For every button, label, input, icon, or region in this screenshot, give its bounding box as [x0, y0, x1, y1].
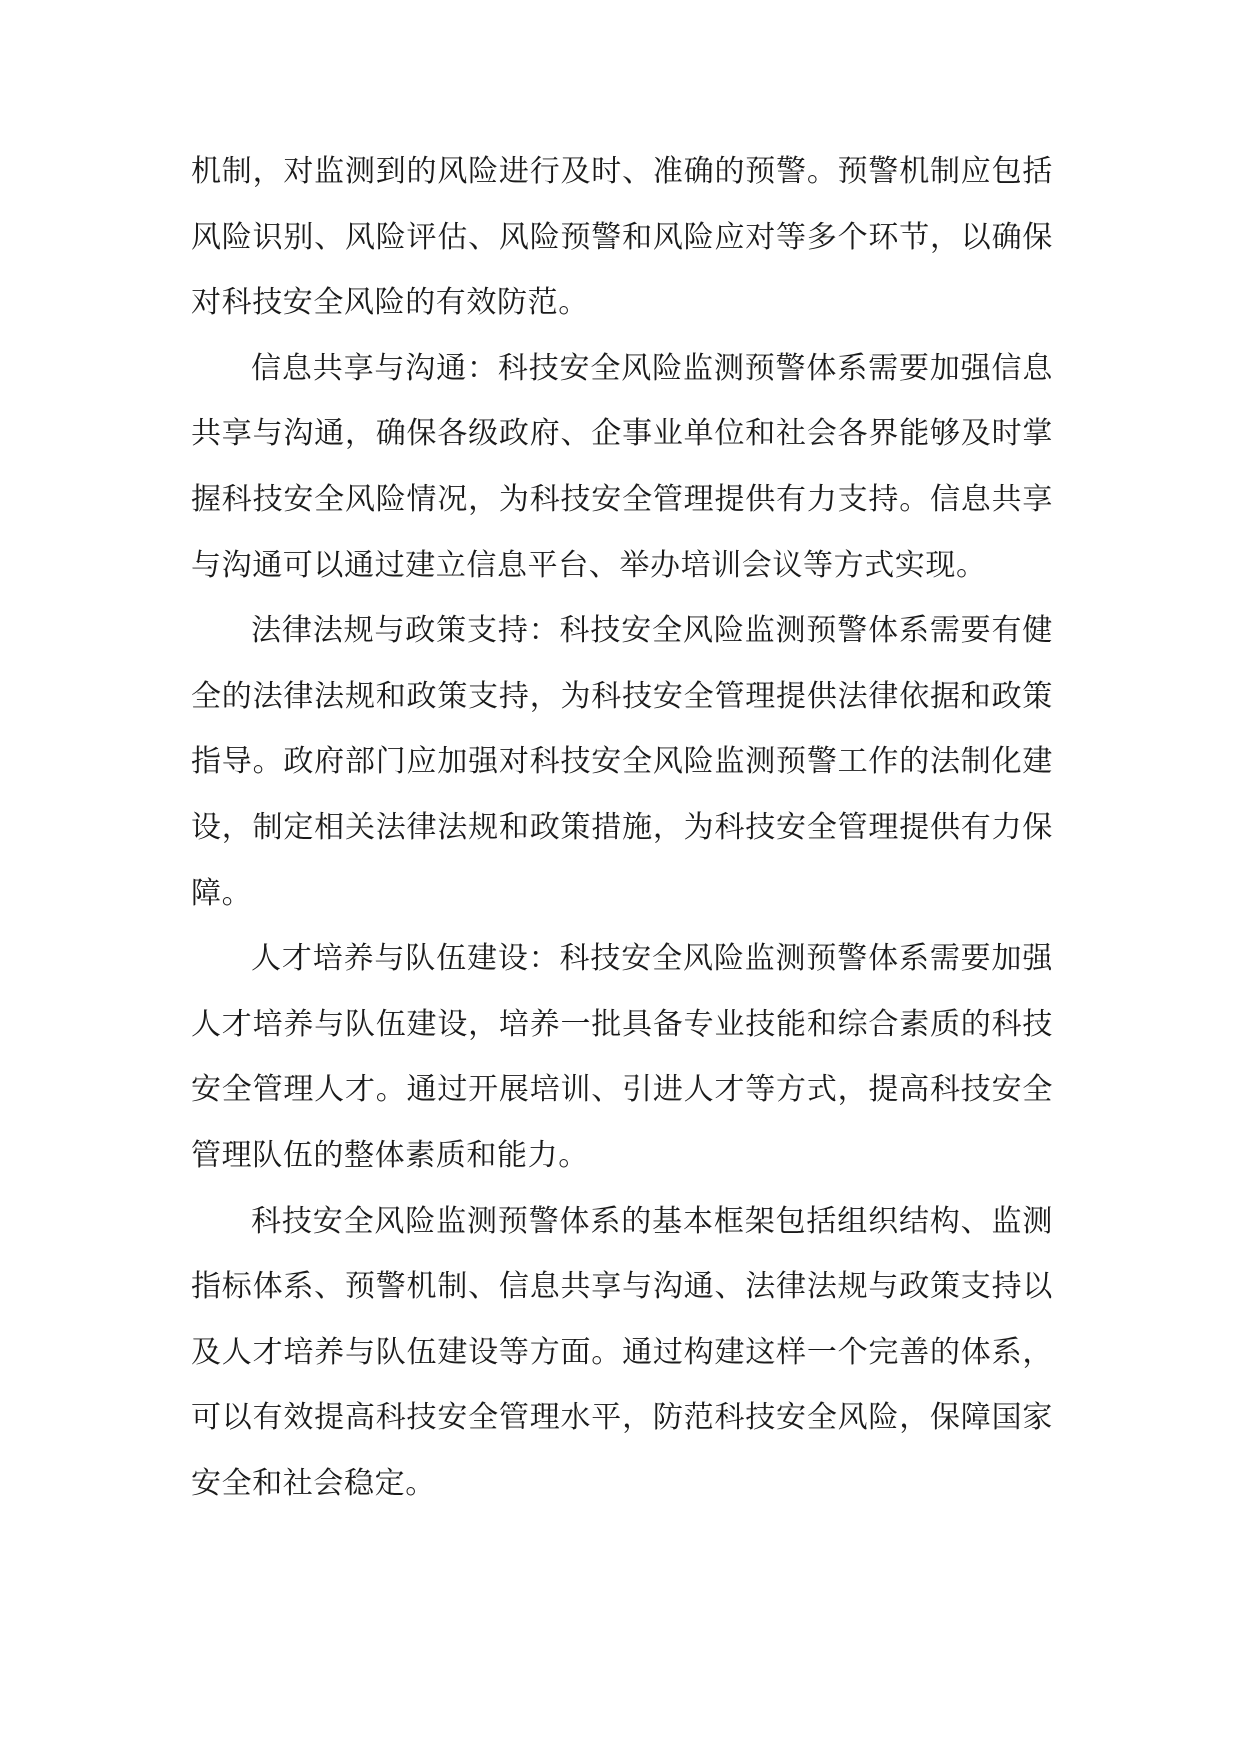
paragraph-framework-summary: 科技安全风险监测预警体系的基本框架包括组织结构、监测指标体系、预警机制、信息共享与沟通、法律法规与政策支持以及人才培养与队伍建设等方面。通过构建这样一个完善的体系，可以有效提高科技安全管理水平，防范科技安全风险，保障国家安全和社会稳定。 [191, 1203, 1053, 1501]
paragraph-information-sharing: 信息共享与沟通：科技安全风险监测预警体系需要加强信息共享与沟通，确保各级政府、企事业单位和社会各界能够及时掌握科技安全风险情况，为科技安全管理提供有力支持。信息共享与沟通可以通过建立信息平台、举办培训会议等方式实现。 [191, 350, 1053, 583]
paragraph-talent-cultivation: 人才培养与队伍建设：科技安全风险监测预警体系需要加强人才培养与队伍建设，培养一批具备专业技能和综合素质的科技安全管理人才。通过开展培训、引进人才等方式，提高科技安全管理队伍的整体素质和能力。 [191, 941, 1053, 1173]
body-text [191, 139, 1053, 1516]
paragraph-warning-mechanism: 机制，对监测到的风险进行及时、准确的预警。预警机制应包括风险识别、风险评估、风险预警和风险应对等多个环节，以确保对科技安全风险的有效防范。 [191, 154, 1053, 321]
paragraph-legal-policy-support: 法律法规与政策支持：科技安全风险监测预警体系需要有健全的法律法规和政策支持，为科技安全管理提供法律依据和政策指导。政府部门应加强对科技安全风险监测预警工作的法制化建设，制定相关法律法规和政策措施，为科技安全管理提供有力保障。 [191, 613, 1053, 911]
